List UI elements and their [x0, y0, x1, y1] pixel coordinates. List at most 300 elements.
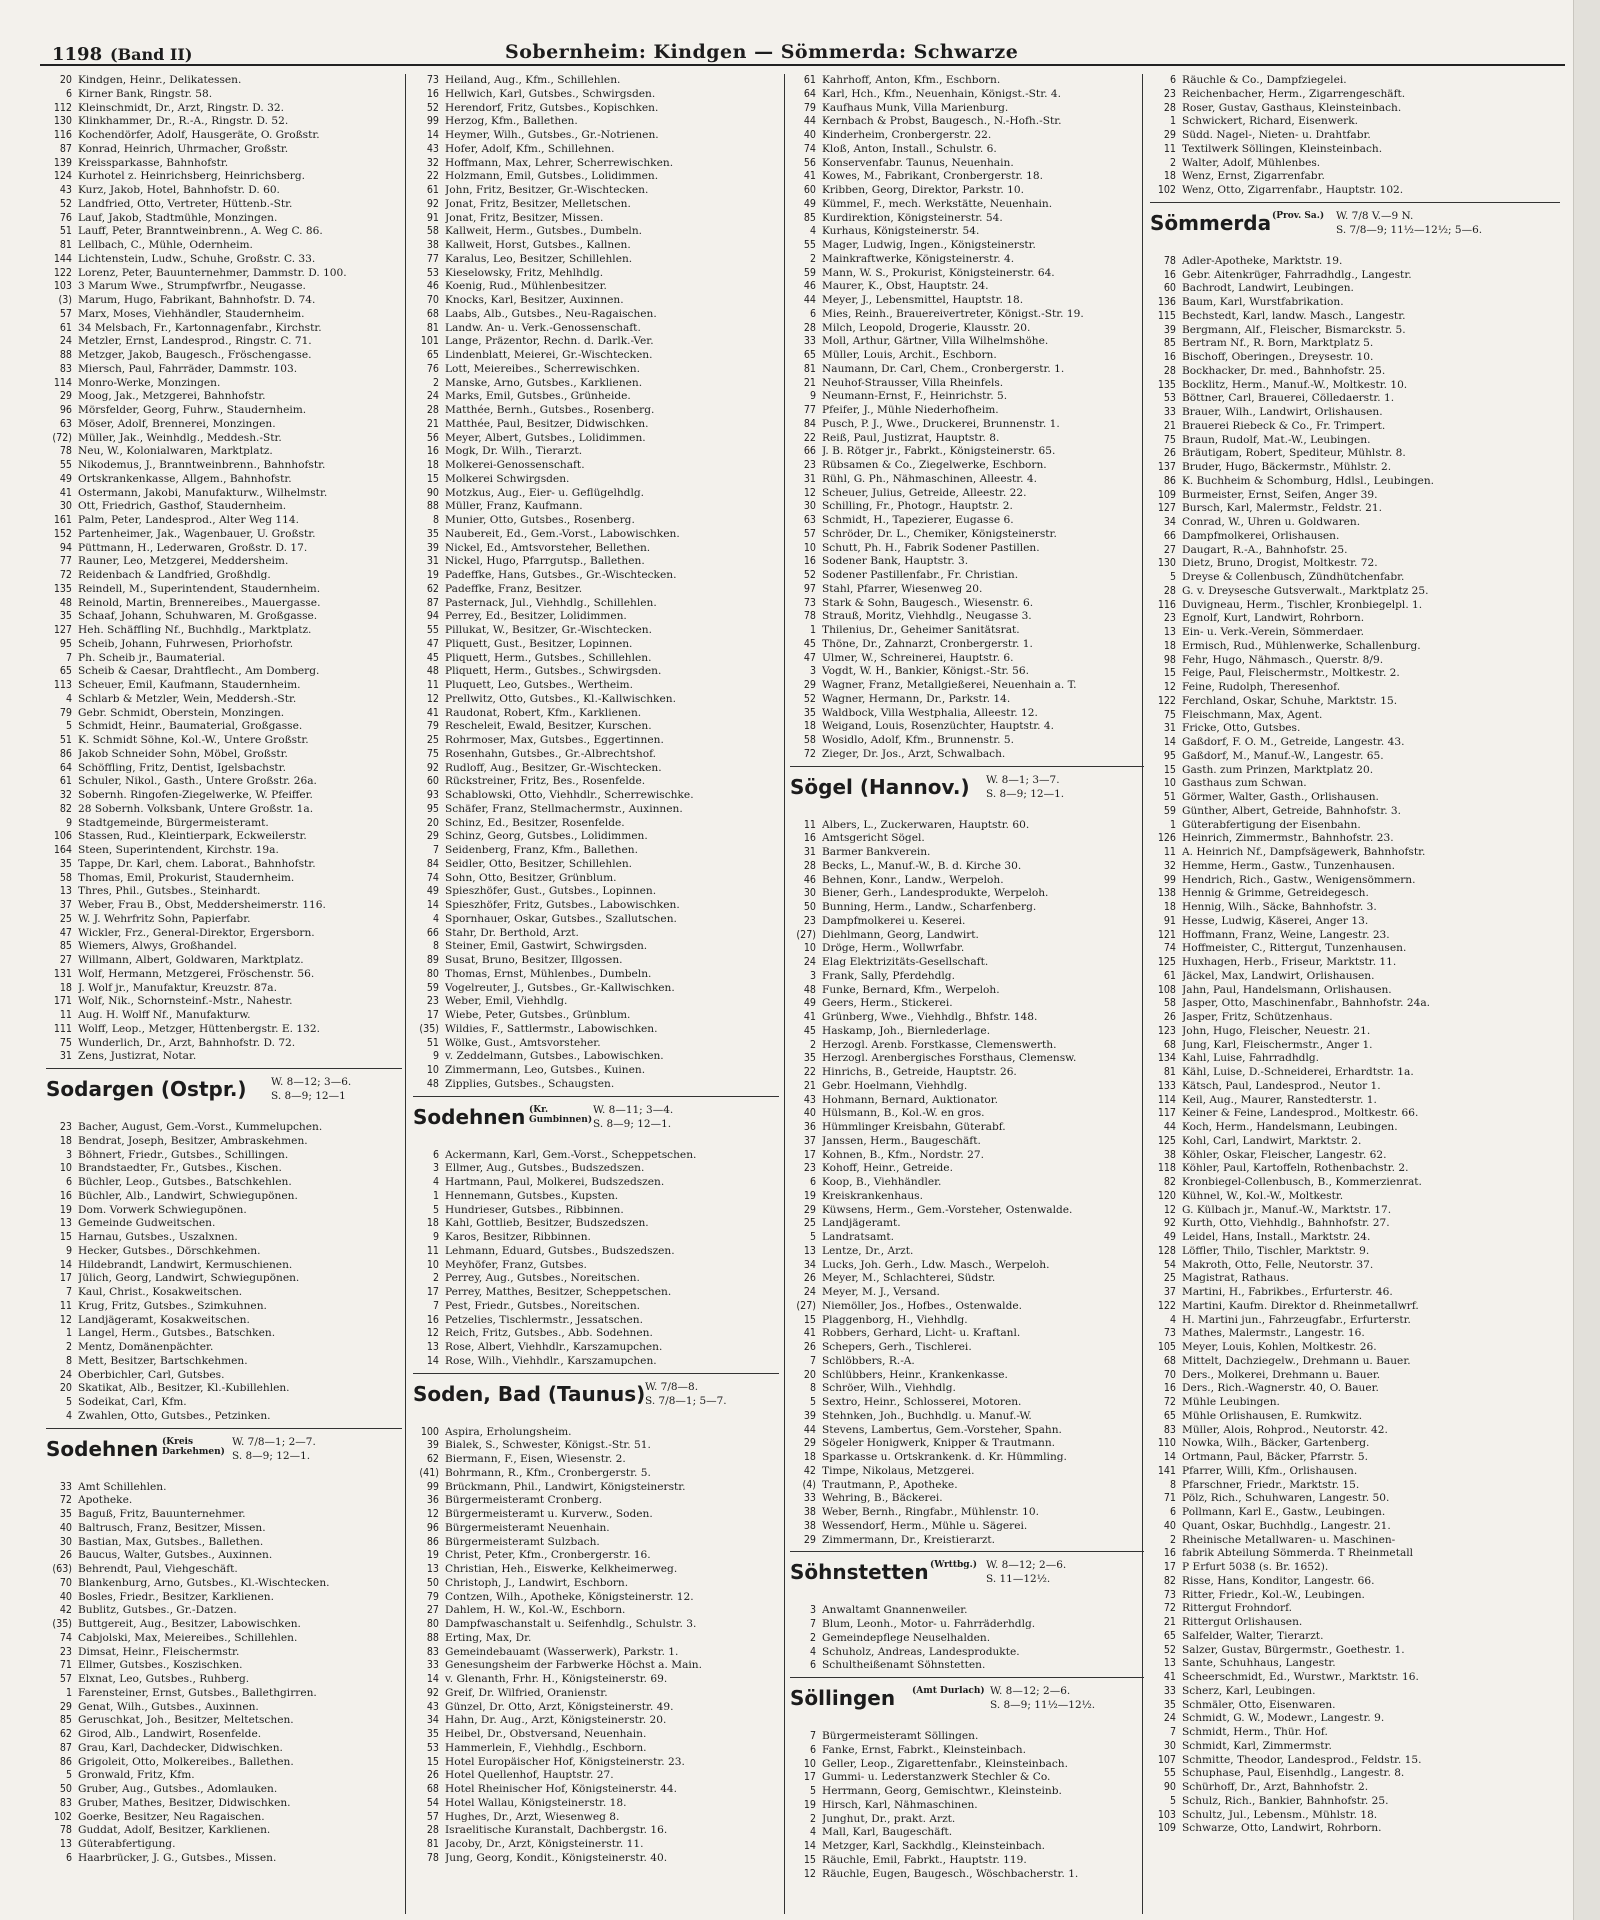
subscriber-text: Motzkus, Aug., Eier- u. Geflügelhdlg. [445, 486, 644, 499]
phone-number: 23 [59, 1645, 72, 1658]
directory-entry [1150, 1396, 1560, 1410]
subscriber-text: Hennemann, Gutsbes., Kupsten. [445, 1189, 619, 1202]
subscriber-text: Brauerei Riebeck & Co., Fr. Trimpert. [1182, 419, 1386, 432]
directory-entry [790, 1826, 1144, 1840]
phone-number: 107 [1157, 1753, 1176, 1766]
directory-entry [413, 652, 779, 666]
subscriber-text: Klinkhammer, Dr., R.-A., Ringstr. D. 52. [78, 115, 289, 128]
phone-number: 29 [803, 1203, 816, 1216]
directory-entry [1150, 612, 1560, 626]
phone-number: 52 [803, 692, 816, 705]
subscriber-text: Mittelt, Dachziegelw., Drehmann u. Bauer. [1182, 1354, 1411, 1367]
subscriber-text: Dietz, Bruno, Drogist, Moltkestr. 72. [1182, 557, 1378, 570]
subscriber-text: Wenz, Ernst, Zigarrenfabr. [1182, 170, 1325, 183]
phone-number: (4) [802, 1478, 816, 1491]
subscriber-text: Reindell, M., Superintendent, Staudernheim. [78, 582, 321, 595]
phone-number: 141 [1157, 1464, 1176, 1477]
subscriber-text: Müller, Jak., Weinhdlg., Meddesh.-Str. [78, 431, 282, 444]
subscriber-text: Bachrodt, Landwirt, Leubingen. [1182, 282, 1354, 295]
directory-entry [413, 528, 779, 542]
directory-entry [1150, 1547, 1560, 1561]
phone-number: 43 [803, 1093, 816, 1106]
subscriber-text: Feige, Paul, Fleischermstr., Moltkestr. 2. [1182, 667, 1400, 680]
phone-number: 5 [65, 720, 72, 733]
phone-number: 38 [426, 239, 439, 251]
subscriber-text: Junghut, Dr., prakt. Arzt. [822, 1812, 956, 1825]
directory-entry [790, 1840, 1144, 1854]
phone-number: 99 [1163, 873, 1176, 886]
phone-number: 64 [803, 87, 816, 100]
directory-entry [1150, 915, 1560, 929]
subscriber-text: Schlarb & Metzler, Wein, Meddersh.-Str. [78, 692, 297, 705]
phone-number: 125 [1157, 1134, 1176, 1147]
subscriber-text: Güterabfertigung der Eisenbahn. [1182, 818, 1361, 831]
subscriber-text: J. Wolf jr., Manufaktur, Kreuzstr. 87a. [78, 981, 277, 994]
subscriber-text: Ott, Friedrich, Gasthof, Staudernheim. [78, 500, 287, 513]
phone-number: 2 [809, 1812, 816, 1825]
directory-entry [46, 1050, 402, 1064]
subscriber-text: Mett, Besitzer, Bartschkehmen. [78, 1354, 248, 1367]
phone-number: 3 [809, 665, 816, 678]
phone-number: 71 [59, 1659, 72, 1672]
subscriber-text: Duvigneau, Herm., Tischler, Kronbiegelpl. 1. [1182, 598, 1423, 611]
phone-number: 36 [803, 1121, 816, 1133]
subscriber-text: Stark & Sohn, Baugesch., Wiesenstr. 6. [822, 596, 1034, 609]
phone-number: 49 [803, 997, 816, 1010]
phone-number: 58 [1163, 997, 1176, 1010]
phone-number: 76 [59, 211, 72, 224]
place-heading-sodehnen-gumbinnen [413, 1096, 779, 1147]
hours-line: W. 7/8 V.—9 N. [1336, 209, 1414, 222]
directory-entry [1150, 1231, 1560, 1245]
phone-number: 28 [1163, 364, 1176, 377]
subscriber-text: Vogelreuter, J., Gutsbes., Gr.-Kallwischken. [445, 981, 675, 994]
phone-number: 31 [426, 555, 439, 568]
phone-number: 74 [59, 1631, 72, 1644]
directory-entry [413, 624, 779, 638]
phone-number: 16 [1163, 351, 1176, 363]
subscriber-text: Kindgen, Heinr., Delikatessen. [78, 74, 242, 86]
subscriber-text: Biermann, F., Eisen, Wiesenstr. 2. [445, 1453, 626, 1465]
directory-entry [790, 198, 1144, 212]
subscriber-text: Haskamp, Joh., Biernlederlage. [822, 1024, 991, 1037]
phone-number: 40 [803, 1107, 816, 1120]
directory-entry [1150, 901, 1560, 915]
phone-number: 9 [65, 1244, 72, 1257]
phone-number: 21 [803, 1079, 816, 1092]
subscriber-text: Stevens, Lambertus, Gem.-Vorsteher, Spahn. [822, 1423, 1062, 1436]
subscriber-text: Metzger, Karl, Sackhdlg., Kleinsteinbach. [822, 1840, 1046, 1852]
phone-number: 2 [432, 1272, 439, 1285]
phone-number: 76 [426, 362, 439, 375]
subscriber-text: Kühnel, W., Kol.-W., Moltkestr. [1182, 1189, 1344, 1202]
subscriber-text: Thöne, Dr., Zahnarzt, Cronbergerstr. 1. [822, 637, 1033, 650]
subscriber-text: Knocks, Karl, Besitzer, Auxinnen. [445, 294, 624, 306]
column-2 [413, 74, 779, 1914]
subscriber-text: Rittergut Frohndorf. [1182, 1602, 1293, 1615]
directory-entry [1150, 406, 1560, 420]
phone-number: 71 [1163, 1492, 1176, 1505]
subscriber-text: Gruber, Aug., Gutsbes., Adomlauken. [78, 1783, 278, 1795]
directory-entry [1150, 1795, 1560, 1809]
subscriber-text: Moog, Jak., Metzgerei, Bahnhofstr. [78, 390, 266, 403]
subscriber-text: Raudonat, Robert, Kfm., Karklienen. [445, 706, 642, 719]
directory-entry [1150, 571, 1560, 585]
subscriber-text: Plaggenborg, H., Viehhdlg. [822, 1313, 968, 1326]
phone-number: 8 [432, 940, 439, 953]
office-hours [986, 773, 1064, 801]
subscriber-text: Karos, Besitzer, Ribbinnen. [445, 1231, 591, 1243]
subscriber-text: Lucks, Joh. Gerh., Ldw. Masch., Werpeloh. [822, 1258, 1050, 1271]
subscriber-text: Huxhagen, Herb., Friseur, Marktstr. 11. [1182, 956, 1397, 968]
phone-number: 68 [426, 1783, 439, 1795]
phone-number: 78 [426, 1851, 439, 1864]
subscriber-text: Vogdt, W. H., Bankier, Königst.-Str. 56. [822, 665, 1029, 678]
phone-number: 65 [426, 349, 439, 361]
phone-number: 32 [426, 156, 439, 169]
place-heading-soellingen [790, 1677, 1144, 1728]
phone-number: 26 [1163, 1011, 1176, 1023]
phone-number: 10 [803, 942, 816, 955]
hours-line: W. 8—12; 3—6. [271, 1076, 352, 1088]
subscriber-text: Israelitische Kuranstalt, Dachbergstr. 16. [445, 1824, 668, 1837]
directory-entry [413, 542, 779, 556]
subscriber-text: Rittergut Orlishausen. [1182, 1616, 1303, 1628]
directory-entry [1150, 805, 1560, 819]
subscriber-text: Südd. Nagel-, Nieten- u. Drahtfabr. [1182, 129, 1371, 141]
phone-number: 33 [803, 1492, 816, 1505]
phone-number: 78 [1163, 254, 1176, 267]
directory-entry [46, 1135, 402, 1149]
directory-entry [790, 115, 1144, 129]
phone-number: 127 [53, 624, 72, 636]
phone-number: 78 [803, 610, 816, 623]
phone-number: 38 [1163, 1148, 1176, 1161]
directory-entry [413, 1549, 779, 1563]
directory-entry [46, 1687, 402, 1701]
directory-entry [790, 1771, 1144, 1785]
phone-number: 64 [59, 761, 72, 774]
directory-entry [46, 198, 402, 212]
subscriber-text: Perrey, Ed., Besitzer, Lolidimmen. [445, 610, 627, 623]
phone-number: 7 [809, 1730, 816, 1742]
subscriber-text: Ein- u. Verk.-Verein, Sömmerdaer. [1182, 626, 1364, 638]
directory-entry [413, 1494, 779, 1508]
directory-entry [1150, 255, 1560, 269]
subscriber-text: Blankenburg, Arno, Gutsbes., Kl.-Wischtecken. [78, 1576, 330, 1589]
subscriber-text: Keil, Aug., Maurer, Ranstedterstr. 1. [1182, 1093, 1377, 1106]
subscriber-text: Weber, Bernh., Ringfabr., Mühlenstr. 10. [822, 1506, 1039, 1518]
phone-number: 33 [426, 1659, 439, 1672]
directory-entry [46, 899, 402, 913]
place-name: Sodehnen [413, 1104, 526, 1129]
directory-entry [413, 129, 779, 143]
directory-entry [790, 514, 1144, 528]
directory-entry [46, 184, 402, 198]
directory-entry [413, 1149, 779, 1163]
subscriber-text: Gasth. zum Prinzen, Marktplatz 20. [1182, 763, 1374, 776]
directory-entry [413, 1217, 779, 1231]
subscriber-text: Landjägeramt. [822, 1217, 901, 1230]
phone-number: 86 [59, 747, 72, 760]
directory-entry [790, 239, 1144, 253]
phone-number: 55 [1163, 1767, 1176, 1780]
subscriber-text: Pölz, Rich., Schuhwaren, Langestr. 50. [1182, 1492, 1390, 1505]
subscriber-text: Seidenberg, Franz, Kfm., Ballethen. [445, 844, 638, 856]
phone-number: 60 [1163, 282, 1176, 295]
subscriber-text: Kribben, Georg, Direktor, Parkstr. 10. [822, 184, 1024, 196]
phone-number: 35 [426, 1728, 439, 1740]
subscriber-text: Robbers, Gerhard, Licht- u. Kraftanl. [822, 1327, 1021, 1340]
phone-number: 28 [1163, 584, 1176, 597]
phone-number: 14 [803, 1840, 816, 1852]
subscriber-text: Schröer, Wilh., Viehhdlg. [822, 1382, 956, 1395]
phone-number: 37 [1163, 1286, 1176, 1298]
subscriber-text: Gaßdorf, M., Manuf.-W., Langestr. 65. [1182, 749, 1384, 762]
directory-entry [413, 1687, 779, 1701]
directory-entry [413, 1204, 779, 1218]
directory-entry [46, 294, 402, 308]
subscriber-text: Pillukat, W., Besitzer, Gr.-Wischtecken. [445, 624, 652, 636]
phone-number: 9 [65, 816, 72, 829]
phone-number: 42 [59, 1604, 72, 1617]
subscriber-text: Hülsmann, B., Kol.-W. en gros. [822, 1107, 985, 1120]
phone-number: 32 [59, 789, 72, 801]
phone-number: 86 [426, 1535, 439, 1548]
directory-entry [1150, 102, 1560, 116]
subscriber-text: Erting, Max, Dr. [445, 1631, 532, 1644]
directory-entry [413, 982, 779, 996]
place-note: (Kreis Darkehmen) [162, 1436, 225, 1457]
subscriber-text: Kernbach & Probst, Baugesch., N.-Hofh.-Str. [822, 115, 1062, 128]
directory-entry [413, 459, 779, 473]
running-title: Sobernheim: Kindgen — Sömmerda: Schwarze [505, 41, 1019, 63]
subscriber-text: Blum, Leonh., Motor- u. Fahrräderhdlg. [822, 1618, 1036, 1630]
phone-number: 12 [803, 486, 816, 499]
directory-entry [1150, 874, 1560, 888]
directory-entry [790, 1604, 1144, 1618]
directory-entry [1150, 1671, 1560, 1685]
subscriber-text: Harnau, Gutsbes., Uszalxnen. [78, 1231, 238, 1243]
phone-number: 110 [1157, 1437, 1176, 1450]
directory-entry [790, 929, 1144, 943]
phone-number: 29 [59, 390, 72, 403]
directory-entry [1150, 1506, 1560, 1520]
phone-number: 41 [59, 486, 72, 499]
directory-entry [790, 1758, 1144, 1772]
subscriber-text: Pluquett, Leo, Gutsbes., Wertheim. [445, 679, 633, 691]
subscriber-text: Schöffling, Fritz, Dentist, Igelsbachstr. [78, 761, 286, 774]
phone-number: 130 [1157, 557, 1176, 570]
directory-entry [790, 997, 1144, 1011]
directory-entry [413, 1064, 779, 1078]
phone-number: 17 [1163, 1561, 1176, 1573]
phone-number: 18 [1163, 170, 1176, 183]
directory-entry [790, 1506, 1144, 1520]
subscriber-text: Kurhotel z. Heinrichsberg, Heinrichsberg. [78, 170, 305, 183]
subscriber-text: Güterabfertigung. [78, 1838, 176, 1850]
directory-entry [1150, 1712, 1560, 1726]
subscriber-text: Mörsfelder, Georg, Fuhrw., Staudernheim. [78, 404, 307, 416]
subscriber-text: Kahrhoff, Anton, Kfm., Eschborn. [822, 74, 1001, 86]
directory-entry [790, 1162, 1144, 1176]
phone-number: 21 [803, 376, 816, 389]
phone-number: 10 [426, 1064, 439, 1076]
phone-number: 50 [59, 1783, 72, 1795]
subscriber-text: Zimmermann, Dr., Kreistierarzt. [822, 1533, 996, 1546]
subscriber-text: Kreissparkasse, Bahnhofstr. [78, 156, 229, 169]
phone-number: 14 [426, 899, 439, 911]
directory-entry [46, 569, 402, 583]
subscriber-text: Marx, Moses, Viehhändler, Staudernheim. [78, 307, 305, 320]
directory-entry [1150, 1520, 1560, 1534]
subscriber-text: Pollmann, Karl E., Gastw., Leubingen. [1182, 1506, 1386, 1518]
phone-number: 38 [803, 1506, 816, 1518]
subscriber-text: Baucus, Walter, Gutsbes., Auxinnen. [78, 1549, 273, 1562]
phone-number: 6 [1169, 74, 1176, 86]
subscriber-text: Scheib & Caesar, Drahtflecht., Am Domberg. [78, 665, 320, 678]
directory-entry [413, 1797, 779, 1811]
phone-number: 79 [59, 706, 72, 719]
phone-number: 41 [803, 1011, 816, 1023]
directory-entry [46, 968, 402, 982]
subscriber-text: Milch, Leopold, Drogerie, Klausstr. 20. [822, 321, 1031, 334]
phone-number: 122 [1157, 1299, 1176, 1312]
volume-label: (Band II) [110, 45, 193, 64]
phone-number: 61 [426, 184, 439, 196]
phone-number: 47 [59, 926, 72, 939]
phone-number: 15 [1163, 763, 1176, 776]
directory-entry [1150, 296, 1560, 310]
directory-entry [46, 1149, 402, 1163]
directory-entry [790, 1730, 1144, 1744]
phone-number: 19 [803, 1798, 816, 1811]
subscriber-text: Konrad, Heinrich, Uhrmacher, Großstr. [78, 142, 289, 155]
phone-number: 24 [59, 335, 72, 348]
phone-number: 45 [803, 637, 816, 650]
subscriber-text: Thomas, Emil, Prokurist, Staudernheim. [78, 871, 295, 884]
directory-entry [790, 459, 1144, 473]
phone-number: 12 [426, 1508, 439, 1520]
phone-number: 74 [1163, 942, 1176, 955]
phone-number: 72 [1163, 1602, 1176, 1615]
directory-entry [1150, 1121, 1560, 1135]
directory-entry [413, 1481, 779, 1495]
phone-number: 5 [809, 1231, 816, 1243]
directory-entry [1150, 1025, 1560, 1039]
phone-number: 10 [1163, 777, 1176, 790]
subscriber-text: Miersch, Paul, Fahrräder, Dammstr. 103. [78, 362, 298, 375]
phone-number: 65 [59, 665, 72, 678]
directory-entry [413, 1811, 779, 1825]
phone-number: 135 [53, 582, 72, 595]
directory-entry [413, 404, 779, 418]
directory-entry [413, 555, 779, 569]
phone-number: 44 [803, 294, 816, 306]
directory-entry [46, 803, 402, 817]
directory-entry [413, 1314, 779, 1328]
directory-entry [413, 445, 779, 459]
hours-line: S. 11—12½. [986, 1573, 1051, 1586]
phone-number: 112 [53, 101, 72, 114]
directory-entry [790, 280, 1144, 294]
phone-number: 4 [65, 1409, 72, 1422]
directory-entry [1150, 1602, 1560, 1616]
phone-number: 27 [1163, 543, 1176, 556]
phone-number: 39 [426, 541, 439, 554]
subscriber-text: Heiland, Aug., Kfm., Schillehlen. [445, 74, 621, 86]
phone-number: 2 [809, 1631, 816, 1644]
subscriber-text: Kieselowsky, Fritz, Mehlhdlg. [445, 266, 604, 279]
directory-entry [46, 707, 402, 721]
phone-number: 10 [426, 1258, 439, 1271]
subscriber-text: Pusch, P. J., Wwe., Druckerei, Brunnenstr. 1. [822, 417, 1060, 430]
phone-number: 84 [426, 857, 439, 870]
phone-number: 85 [803, 211, 816, 224]
subscriber-text: Konservenfabr. Taunus, Neuenhain. [822, 156, 1014, 169]
phone-number: 56 [803, 156, 816, 169]
subscriber-text: Kleinschmidt, Dr., Arzt, Ringstr. D. 32. [78, 101, 284, 114]
directory-entry [46, 1231, 402, 1245]
directory-entry [1150, 88, 1560, 102]
phone-number: 21 [426, 417, 439, 430]
directory-entry [46, 679, 402, 693]
directory-entry [413, 1591, 779, 1605]
subscriber-text: Bunning, Herm., Landw., Scharfenberg. [822, 901, 1037, 913]
subscriber-text: Wolff, Leop., Metzger, Hüttenbergstr. E. 132. [78, 1022, 320, 1035]
subscriber-text: Salzer, Gustav, Bürgermstr., Goethestr. 1. [1182, 1643, 1405, 1656]
directory-entry [1150, 585, 1560, 599]
phone-number: 81 [59, 239, 72, 251]
subscriber-text: Hennig & Grimme, Getreidegesch. [1182, 887, 1369, 900]
subscriber-text: Koch, Herm., Handelsmann, Leubingen. [1182, 1121, 1398, 1133]
phone-number: 6 [65, 1176, 72, 1188]
phone-number: (35) [52, 1618, 72, 1630]
directory-entry [790, 1245, 1144, 1259]
subscriber-text: 34 Melsbach, Fr., Kartonnagenfabr., Kirchstr. [78, 321, 322, 334]
directory-entry [413, 390, 779, 404]
directory-entry [46, 1577, 402, 1591]
phone-number: 7 [65, 1286, 72, 1298]
column-3 [790, 74, 1144, 1914]
subscriber-text: Kurdirektion, Königsteinerstr. 54. [822, 211, 1003, 224]
phone-number: 33 [59, 1480, 72, 1493]
subscriber-text: Thres, Phil., Gutsbes., Steinhardt. [78, 885, 261, 898]
directory-entry [790, 1868, 1144, 1882]
subscriber-text: Brückmann, Phil., Landwirt, Königsteinerstr. [445, 1480, 686, 1493]
directory-entry [790, 390, 1144, 404]
phone-number: 11 [59, 1299, 72, 1312]
subscriber-text: Hümmlinger Kreisbahn, Güterabf. [822, 1121, 1006, 1133]
subscriber-text: Hughes, Dr., Arzt, Wiesenweg 8. [445, 1810, 620, 1823]
directory-entry [46, 1272, 402, 1286]
phone-number: 12 [1163, 1203, 1176, 1216]
phone-number: 66 [803, 445, 816, 458]
directory-entry [790, 1066, 1144, 1080]
directory-entry [790, 1259, 1144, 1273]
directory-entry [790, 1190, 1144, 1204]
phone-number: 22 [426, 170, 439, 183]
subscriber-text: Lichtenstein, Ludw., Schuhe, Großstr. C. 33. [78, 252, 316, 265]
phone-number: 35 [59, 610, 72, 623]
directory-entry [413, 143, 779, 157]
directory-entry [413, 1231, 779, 1245]
phone-number: 15 [803, 1313, 816, 1326]
subscriber-text: Stassen, Rud., Kleintierpark, Eckweilerstr. [78, 830, 307, 843]
directory-entry [46, 280, 402, 294]
directory-entry [1150, 1314, 1560, 1328]
subscriber-text: Herrmann, Georg, Gemischtwr., Kleinsteinb. [822, 1785, 1062, 1797]
